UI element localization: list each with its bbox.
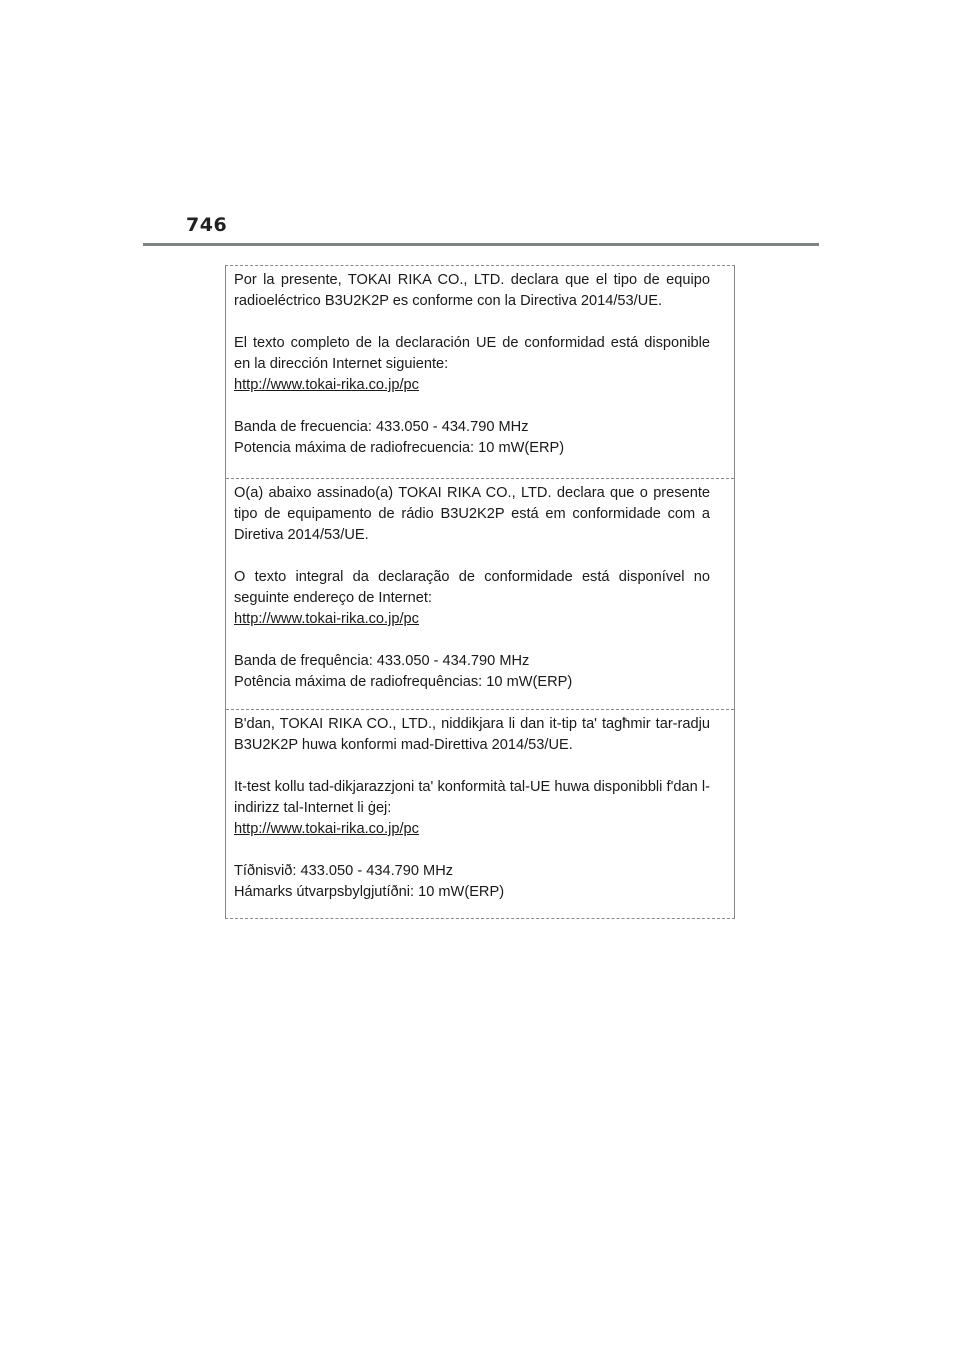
radio-specs xyxy=(234,861,710,903)
declaration-url-link[interactable]: http://www.tokai-rika.co.jp/pc xyxy=(234,821,419,837)
radio-specs xyxy=(234,651,710,693)
frequency-band: Banda de frequência: 433.050 - 434.790 MHz xyxy=(234,653,530,669)
declaration-availability xyxy=(234,567,710,630)
declaration-box xyxy=(225,265,735,919)
availability-text: It-test kollu tad-dikjarazzjoni ta' konformità tal-UE huwa disponibbli f'dan l-indirizz tal-Internet li ġej: xyxy=(234,779,710,816)
availability-text: O texto integral da declaração de conformidade está disponível no seguinte endereço de Internet: xyxy=(234,569,710,606)
declaration-statement: Por la presente, TOKAI RIKA CO., LTD. declara que el tipo de equipo radioeléctrico B3U2K2P es conforme con la Directiva 2014/53/UE. xyxy=(234,272,710,309)
declaration-section-mt xyxy=(226,709,734,918)
declaration-section-es xyxy=(226,266,734,478)
declaration-url-link[interactable]: http://www.tokai-rika.co.jp/pc xyxy=(234,377,419,393)
declaration-availability xyxy=(234,777,710,840)
radio-specs xyxy=(234,417,710,459)
max-power: Hámarks útvarpsbylgjutíðni: 10 mW(ERP) xyxy=(234,884,505,900)
page-number: 746 xyxy=(186,214,228,236)
frequency-band: Banda de frecuencia: 433.050 - 434.790 MHz xyxy=(234,419,529,435)
frequency-band: Tíðnisvið: 433.050 - 434.790 MHz xyxy=(234,863,454,879)
availability-text: El texto completo de la declaración UE de conformidad está disponible en la dirección Internet siguiente: xyxy=(234,335,710,372)
declaration-statement: B'dan, TOKAI RIKA CO., LTD., niddikjara li dan it-tip ta' tagħmir tar-radju B3U2K2P huwa konformi mad-Direttiva 2014/53/UE. xyxy=(234,716,710,753)
max-power: Potência máxima de radiofrequências: 10 mW(ERP) xyxy=(234,674,573,690)
declaration-url-link[interactable]: http://www.tokai-rika.co.jp/pc xyxy=(234,611,419,627)
max-power: Potencia máxima de radiofrecuencia: 10 mW(ERP) xyxy=(234,440,565,456)
declaration-availability xyxy=(234,333,710,396)
declaration-section-pt xyxy=(226,478,734,709)
header-rule xyxy=(143,243,819,246)
declaration-statement: O(a) abaixo assinado(a) TOKAI RIKA CO., LTD. declara que o presente tipo de equipamento de rádio B3U2K2P está em conformidade com a Diretiva 2014/53/UE. xyxy=(234,485,710,543)
